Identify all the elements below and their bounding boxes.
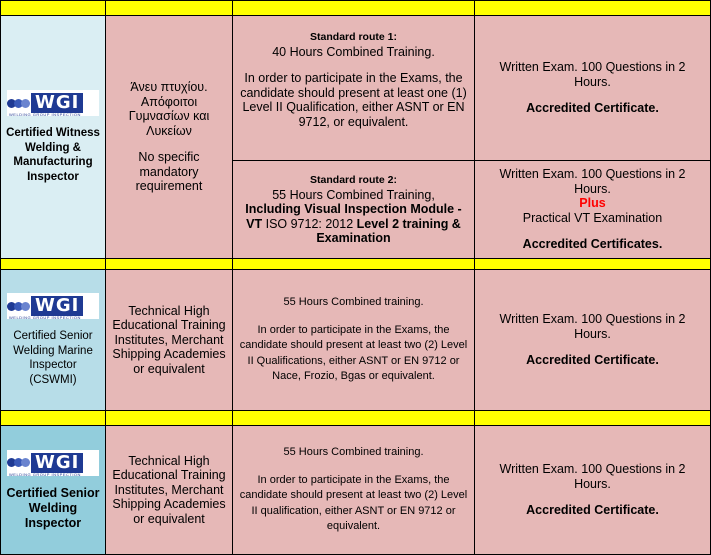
row2-exam-line: Written Exam. 100 Questions in 2 Hours. (499, 312, 686, 341)
exam1-line: Written Exam. 100 Questions in 2 Hours. (499, 60, 686, 89)
row2-requirement: Technical High Educational Training Institutes, Merchant Shipping Academies or equivalent (112, 303, 226, 376)
logo-tagline: WELDING GROUP INSPECTION (9, 471, 81, 477)
row2-hours: 55 Hours Combined training. (283, 296, 424, 309)
separator-2 (105, 410, 233, 426)
row1-exam2-cell (474, 160, 711, 259)
requirement-line: requirement (135, 179, 203, 194)
row3-label-cell (0, 425, 106, 555)
exam2-cert: Accredited Certificates. (522, 237, 663, 252)
row1-requirement-cell (105, 15, 233, 259)
row3-requirement: Technical High Educational Training Institutes, Merchant Shipping Academies or equivalent (112, 453, 226, 526)
wgi-logo (7, 90, 99, 116)
row1-route2-cell (232, 160, 475, 259)
requirement-line: Γυμνασίων και (128, 109, 210, 124)
route1-body: In order to participate in the Exams, the candidate should present at least one (1) Level II Qualification, either ASNT or EN 9712, or equivalent. (240, 71, 467, 129)
header-bar-col1 (0, 0, 106, 16)
logo-text: WGI (31, 93, 83, 113)
route2-title: Standard route 2: (310, 174, 397, 187)
exam1-cert: Accredited Certificate. (526, 101, 659, 116)
logo-tagline: WELDING GROUP INSPECTION (9, 112, 81, 117)
route2-iso: ISO 9712: 2012 (265, 216, 354, 231)
route2-module: Including Visual Inspection Module - (245, 202, 462, 217)
route2-hours: 55 Hours Combined Training, (272, 187, 435, 202)
row2-label-cell (0, 269, 106, 411)
logo-tagline: WELDING GROUP INSPECTION (9, 315, 81, 320)
row3-body: In order to participate in the Exams, the candidate should present at least two (2) Level II qualification, either ASNT or EN 9712 or equivalent. (239, 473, 468, 533)
row3-hours: 55 Hours Combined training. (283, 446, 424, 459)
row3-requirement-cell (105, 425, 233, 555)
header-bar-col2 (105, 0, 233, 16)
row2-label: Certified Senior Welding Marine Inspector (CSWMI) (13, 330, 93, 386)
row1-route1-cell (232, 15, 475, 161)
header-bar-col4 (474, 0, 711, 16)
row3-exam-cell (474, 425, 711, 555)
route2-level: Level 2 training & (353, 216, 461, 231)
requirement-line: Απόφοιτοι (140, 94, 198, 109)
row1-label: Certified Witness Welding & Manufacturing Inspector (6, 127, 100, 183)
route1-hours: 40 Hours Combined Training. (272, 44, 435, 59)
exam2-line: Written Exam. 100 Questions in 2 Hours. (499, 167, 686, 196)
header-bar-col3 (232, 0, 475, 16)
route2-end: Examination (316, 231, 391, 246)
wgi-logo (7, 293, 99, 319)
requirement-line: mandatory (139, 164, 199, 179)
row3-exam-cert: Accredited Certificate. (526, 503, 659, 518)
row3-exam-line: Written Exam. 100 Questions in 2 Hours. (499, 462, 686, 491)
logo-text: WGI (31, 453, 83, 473)
route2-vt: VT (246, 216, 266, 231)
row2-training-cell (232, 269, 475, 411)
row3-label: Certified Senior Welding Inspector (6, 485, 100, 530)
row1-label-cell (0, 15, 106, 259)
requirement-line: Άνευ πτυχίου. (130, 80, 208, 95)
row2-exam-cert: Accredited Certificate. (526, 353, 659, 368)
requirement-line: Λυκείων (146, 123, 192, 138)
row1-exam1-cell (474, 15, 711, 161)
separator-2 (0, 410, 106, 426)
separator-2 (474, 410, 711, 426)
separator-2 (232, 410, 475, 426)
row2-requirement-cell (105, 269, 233, 411)
exam2-plus: Plus (579, 196, 606, 211)
row3-training-cell (232, 425, 475, 555)
route1-title: Standard route 1: (310, 31, 397, 43)
requirement-line: No specific (138, 150, 200, 165)
exam2-practical: Practical VT Examination (522, 210, 663, 225)
wgi-logo (7, 450, 99, 476)
row2-body: In order to participate in the Exams, the candidate should present at least two (2) Level II Qualifications, either ASNT or EN 9712 or Nace, Frozio, Bgas or equivalent. (239, 323, 468, 383)
row2-exam-cell (474, 269, 711, 411)
logo-text: WGI (31, 296, 83, 316)
